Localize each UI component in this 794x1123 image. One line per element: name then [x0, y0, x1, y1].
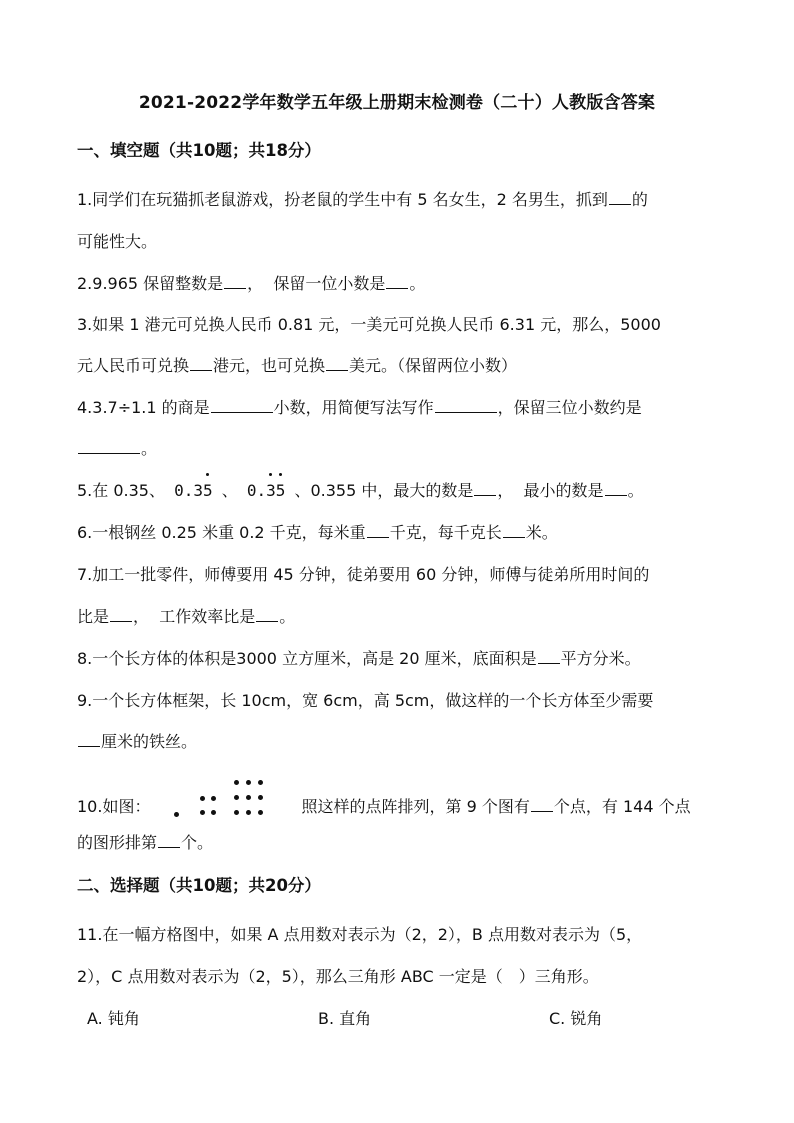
option-b[interactable]: B. 直角 [318, 1009, 372, 1028]
dot-icon [211, 796, 216, 801]
question-1-line-2: 可能性大。 [77, 232, 158, 251]
dot-pattern-figure [174, 778, 300, 824]
answer-blank[interactable] [211, 398, 273, 413]
answer-blank[interactable] [538, 649, 560, 664]
question-5: 5.在 0.35、 0.3 5 、 0. 3 5 、0.355 中，最大的数是 ， 最小的数是 。 [77, 478, 644, 501]
repeating-decimal-2: 0. 3 5 [247, 481, 286, 500]
answer-blank[interactable] [326, 356, 348, 371]
page-title: 2021-2022学年数学五年级上册期末检测卷（二十）人教版含答案 [138, 93, 656, 113]
section-fill-in-heading: 一、填空题（共10题；共18分） [77, 141, 321, 160]
dot-icon [211, 810, 216, 815]
answer-blank[interactable] [256, 607, 278, 622]
answer-blank[interactable] [110, 607, 132, 622]
question-9-line-2: 厘米的铁丝。 [77, 729, 197, 752]
dot-icon [246, 780, 251, 785]
question-9-line-1: 9.一个长方体框架，长 10cm，宽 6cm，高 5cm，做这样的一个长方体至少需要 [77, 691, 654, 710]
dot-icon [258, 780, 263, 785]
question-7-line-1: 7.加工一批零件，师傅要用 45 分钟，徒弟要用 60 分钟，师傅与徒弟所用时间的 [77, 565, 650, 584]
question-1-line-1: 1.同学们在玩猫抓老鼠游戏，扮老鼠的学生中有 5 名女生，2 名男生，抓到 的 [77, 190, 648, 209]
repeat-dot-icon [279, 473, 282, 476]
repeating-decimal-1: 0.3 5 [174, 481, 213, 500]
answer-blank[interactable] [78, 732, 100, 747]
question-2: 2.9.965 保留整数是 ， 保留一位小数是 。 [77, 274, 426, 293]
answer-blank[interactable] [609, 190, 631, 205]
answer-blank[interactable] [224, 274, 246, 289]
question-11-line-1: 11.在一幅方格图中，如果 A 点用数对表示为（2，2），B 点用数对表示为（5， [77, 925, 643, 944]
dot-icon [234, 795, 239, 800]
option-c[interactable]: C. 锐角 [549, 1009, 603, 1028]
question-10-line-2: 的图形排第 个。 [77, 833, 214, 852]
question-11-line-2: 2），C 点用数对表示为（2，5），那么三角形 ABC 一定是（ ）三角形。 [77, 967, 599, 986]
repeat-dot-icon [269, 473, 272, 476]
dot-icon [200, 810, 205, 815]
question-6: 6.一根钢丝 0.25 米重 0.2 千克，每米重 千克，每千克长 米。 [77, 523, 558, 542]
dot-icon [246, 795, 251, 800]
question-8: 8.一个长方体的体积是3000 立方厘米，高是 20 厘米，底面积是 平方分米。 [77, 649, 641, 668]
answer-blank[interactable] [474, 481, 496, 496]
dot-icon [258, 795, 263, 800]
answer-blank[interactable] [190, 356, 212, 371]
question-3-line-2: 元人民币可兑换 港元，也可兑换 美元。（保留两位小数） [77, 356, 518, 375]
answer-blank[interactable] [503, 523, 525, 538]
answer-blank[interactable] [158, 833, 180, 848]
answer-blank[interactable] [386, 274, 408, 289]
question-4-line-1: 4.3.7÷1.1 的商是 小数，用简便写法写作 ，保留三位小数约是 [77, 398, 642, 417]
dot-icon [234, 810, 239, 815]
question-7-line-2: 比是 ， 工作效率比是 。 [77, 607, 296, 626]
question-3-line-1: 3.如果 1 港元可兑换人民币 0.81 元，一美元可兑换人民币 6.31 元，那么，5000 [77, 315, 661, 334]
dot-icon [234, 780, 239, 785]
question-4-line-2: 。 [77, 436, 157, 459]
repeat-dot-icon [206, 473, 209, 476]
answer-blank[interactable] [367, 523, 389, 538]
section-choice-heading: 二、选择题（共10题；共20分） [77, 876, 321, 895]
question-10-line-1: 10.如图： 照这样的点阵排列，第 9 个图有 个点，有 144 个点 [77, 778, 691, 824]
dot-icon [258, 810, 263, 815]
option-a[interactable]: A. 钝角 [87, 1009, 140, 1028]
dot-icon [174, 812, 179, 817]
answer-blank[interactable] [78, 439, 140, 454]
dot-icon [200, 796, 205, 801]
answer-blank[interactable] [605, 481, 627, 496]
answer-blank[interactable] [531, 797, 553, 812]
dot-icon [246, 810, 251, 815]
answer-blank[interactable] [435, 398, 497, 413]
